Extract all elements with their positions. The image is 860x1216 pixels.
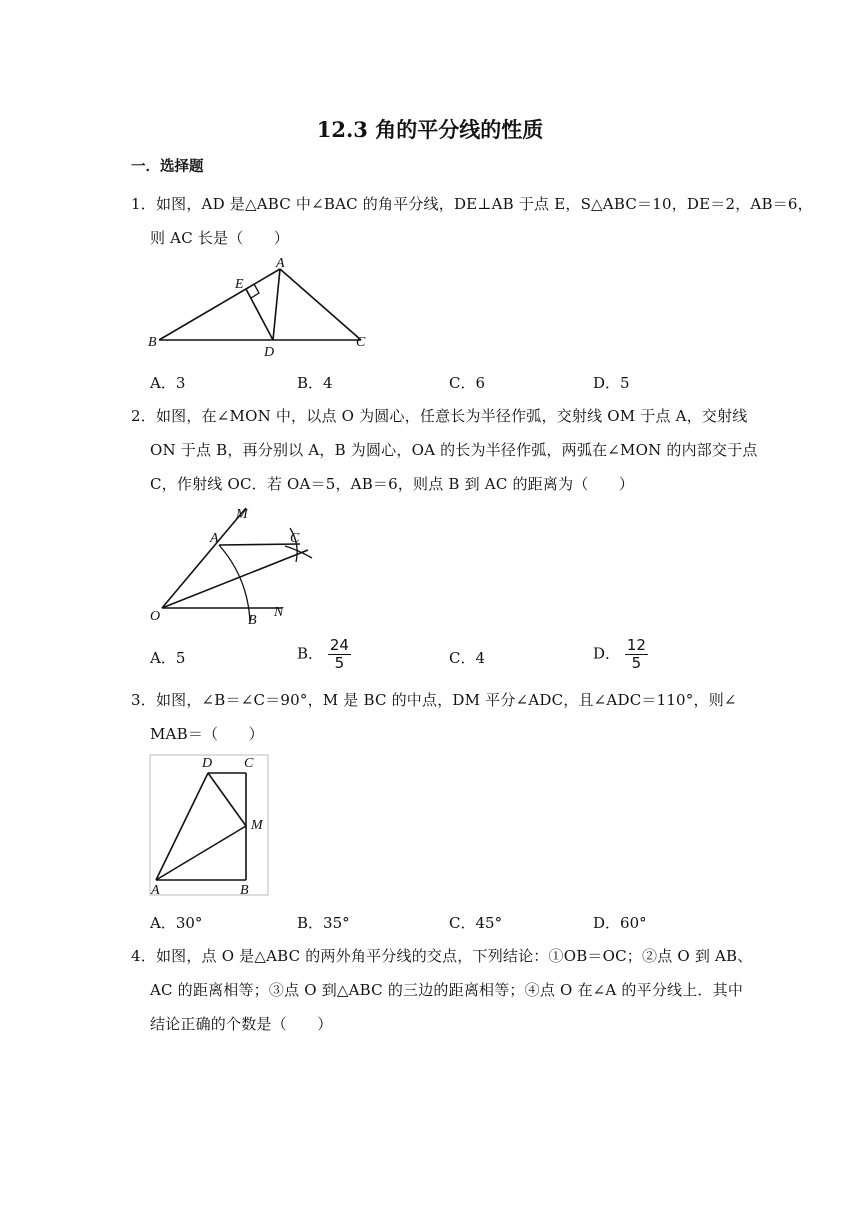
- q1-option-d[interactable]: D．5: [593, 374, 630, 392]
- q2-label-b: B: [248, 613, 257, 628]
- q2-option-d-denominator: 5: [631, 654, 642, 672]
- q3-label-c: C: [244, 756, 254, 771]
- q1-segment-de: [246, 289, 273, 340]
- q1-segment-ab: [159, 269, 280, 340]
- q1-option-c[interactable]: C．6: [449, 374, 486, 392]
- section-heading: 一．选择题: [131, 158, 204, 175]
- q4-line-2: AC 的距离相等；③点 O 到△ABC 的三边的距离相等；④点 O 在∠A 的平分线上．其中: [150, 981, 744, 999]
- q3-label-m: M: [251, 818, 263, 833]
- q3-option-c[interactable]: C．45°: [449, 914, 503, 932]
- page-title: 12.3 角的平分线的性质: [316, 117, 544, 142]
- q2-option-b-fraction: [328, 637, 351, 672]
- q2-option-b-denominator: 5: [334, 654, 345, 672]
- q3-option-b[interactable]: B．35°: [297, 914, 350, 932]
- q3-figure: [148, 753, 273, 898]
- q2-label-o: O: [150, 609, 161, 624]
- q2-option-b-numerator: 24: [329, 636, 349, 654]
- q4-line-3: 结论正确的个数是（ ）: [150, 1015, 333, 1033]
- q2-option-a[interactable]: A．5: [150, 649, 186, 667]
- q1-label-a: A: [276, 256, 285, 271]
- q3-line-1: 3．如图，∠B＝∠C＝90°，M 是 BC 的中点，DM 平分∠ADC，且∠ADC＝110°，则∠: [131, 691, 737, 709]
- q2-line-1: 2．如图，在∠MON 中，以点 O 为圆心，任意长为半径作弧，交射线 OM 于点 A，交射线: [131, 407, 748, 425]
- q1-label-b: B: [148, 335, 157, 350]
- q2-option-d-letter: D．: [593, 644, 621, 663]
- q2-option-c[interactable]: C．4: [449, 649, 486, 667]
- q2-ray-om: [162, 508, 246, 608]
- q2-label-m: M: [236, 507, 248, 522]
- q2-option-b[interactable]: [297, 637, 351, 672]
- q1-segment-ad: [273, 269, 280, 340]
- q3-label-b: B: [240, 883, 249, 898]
- q3-label-d: D: [202, 756, 213, 771]
- q2-option-d[interactable]: [593, 637, 648, 672]
- q2-option-b-letter: B．: [297, 644, 324, 663]
- q1-label-e: E: [235, 277, 244, 292]
- q2-line-2: ON 于点 B，再分别以 A，B 为圆心，OA 的长为半径作弧，两弧在∠MON 的内部交于点: [150, 441, 758, 459]
- q1-line-2: 则 AC 长是（ ）: [150, 229, 290, 247]
- q2-option-d-fraction: [625, 637, 648, 672]
- q3-option-a[interactable]: A．30°: [150, 914, 203, 932]
- q1-line-1: 1．如图，AD 是△ABC 中∠BAC 的角平分线，DE⊥AB 于点 E，S△ABC＝10，DE＝2，AB＝6，: [131, 195, 813, 213]
- q3-line-2: MAB＝（ ）: [150, 725, 264, 743]
- q3-label-a: A: [151, 883, 160, 898]
- q1-label-d: D: [264, 345, 275, 360]
- q1-option-b[interactable]: B．4: [297, 374, 333, 392]
- q1-option-a[interactable]: A．3: [150, 374, 186, 392]
- q4-line-1: 4．如图，点 O 是△ABC 的两外角平分线的交点，下列结论：①OB＝OC；②点 O 到 AB、: [131, 947, 753, 965]
- q2-option-d-numerator: 12: [626, 636, 646, 654]
- q2-label-c: C: [290, 531, 300, 546]
- q2-figure: [140, 500, 340, 630]
- q2-segment-ac: [219, 544, 300, 545]
- q2-label-n: N: [274, 605, 284, 620]
- q2-line-3: C，作射线 OC．若 OA＝5，AB＝6，则点 B 到 AC 的距离为（ ）: [150, 475, 635, 493]
- q2-arc-from-b: [285, 546, 312, 558]
- q2-ray-oc: [162, 550, 308, 608]
- q1-figure: [140, 250, 380, 360]
- q1-label-c: C: [356, 335, 366, 350]
- q2-label-a: A: [210, 531, 219, 546]
- q1-segment-ac: [280, 269, 361, 340]
- q3-option-d[interactable]: D．60°: [593, 914, 647, 932]
- q3-segment-dm: [208, 773, 246, 826]
